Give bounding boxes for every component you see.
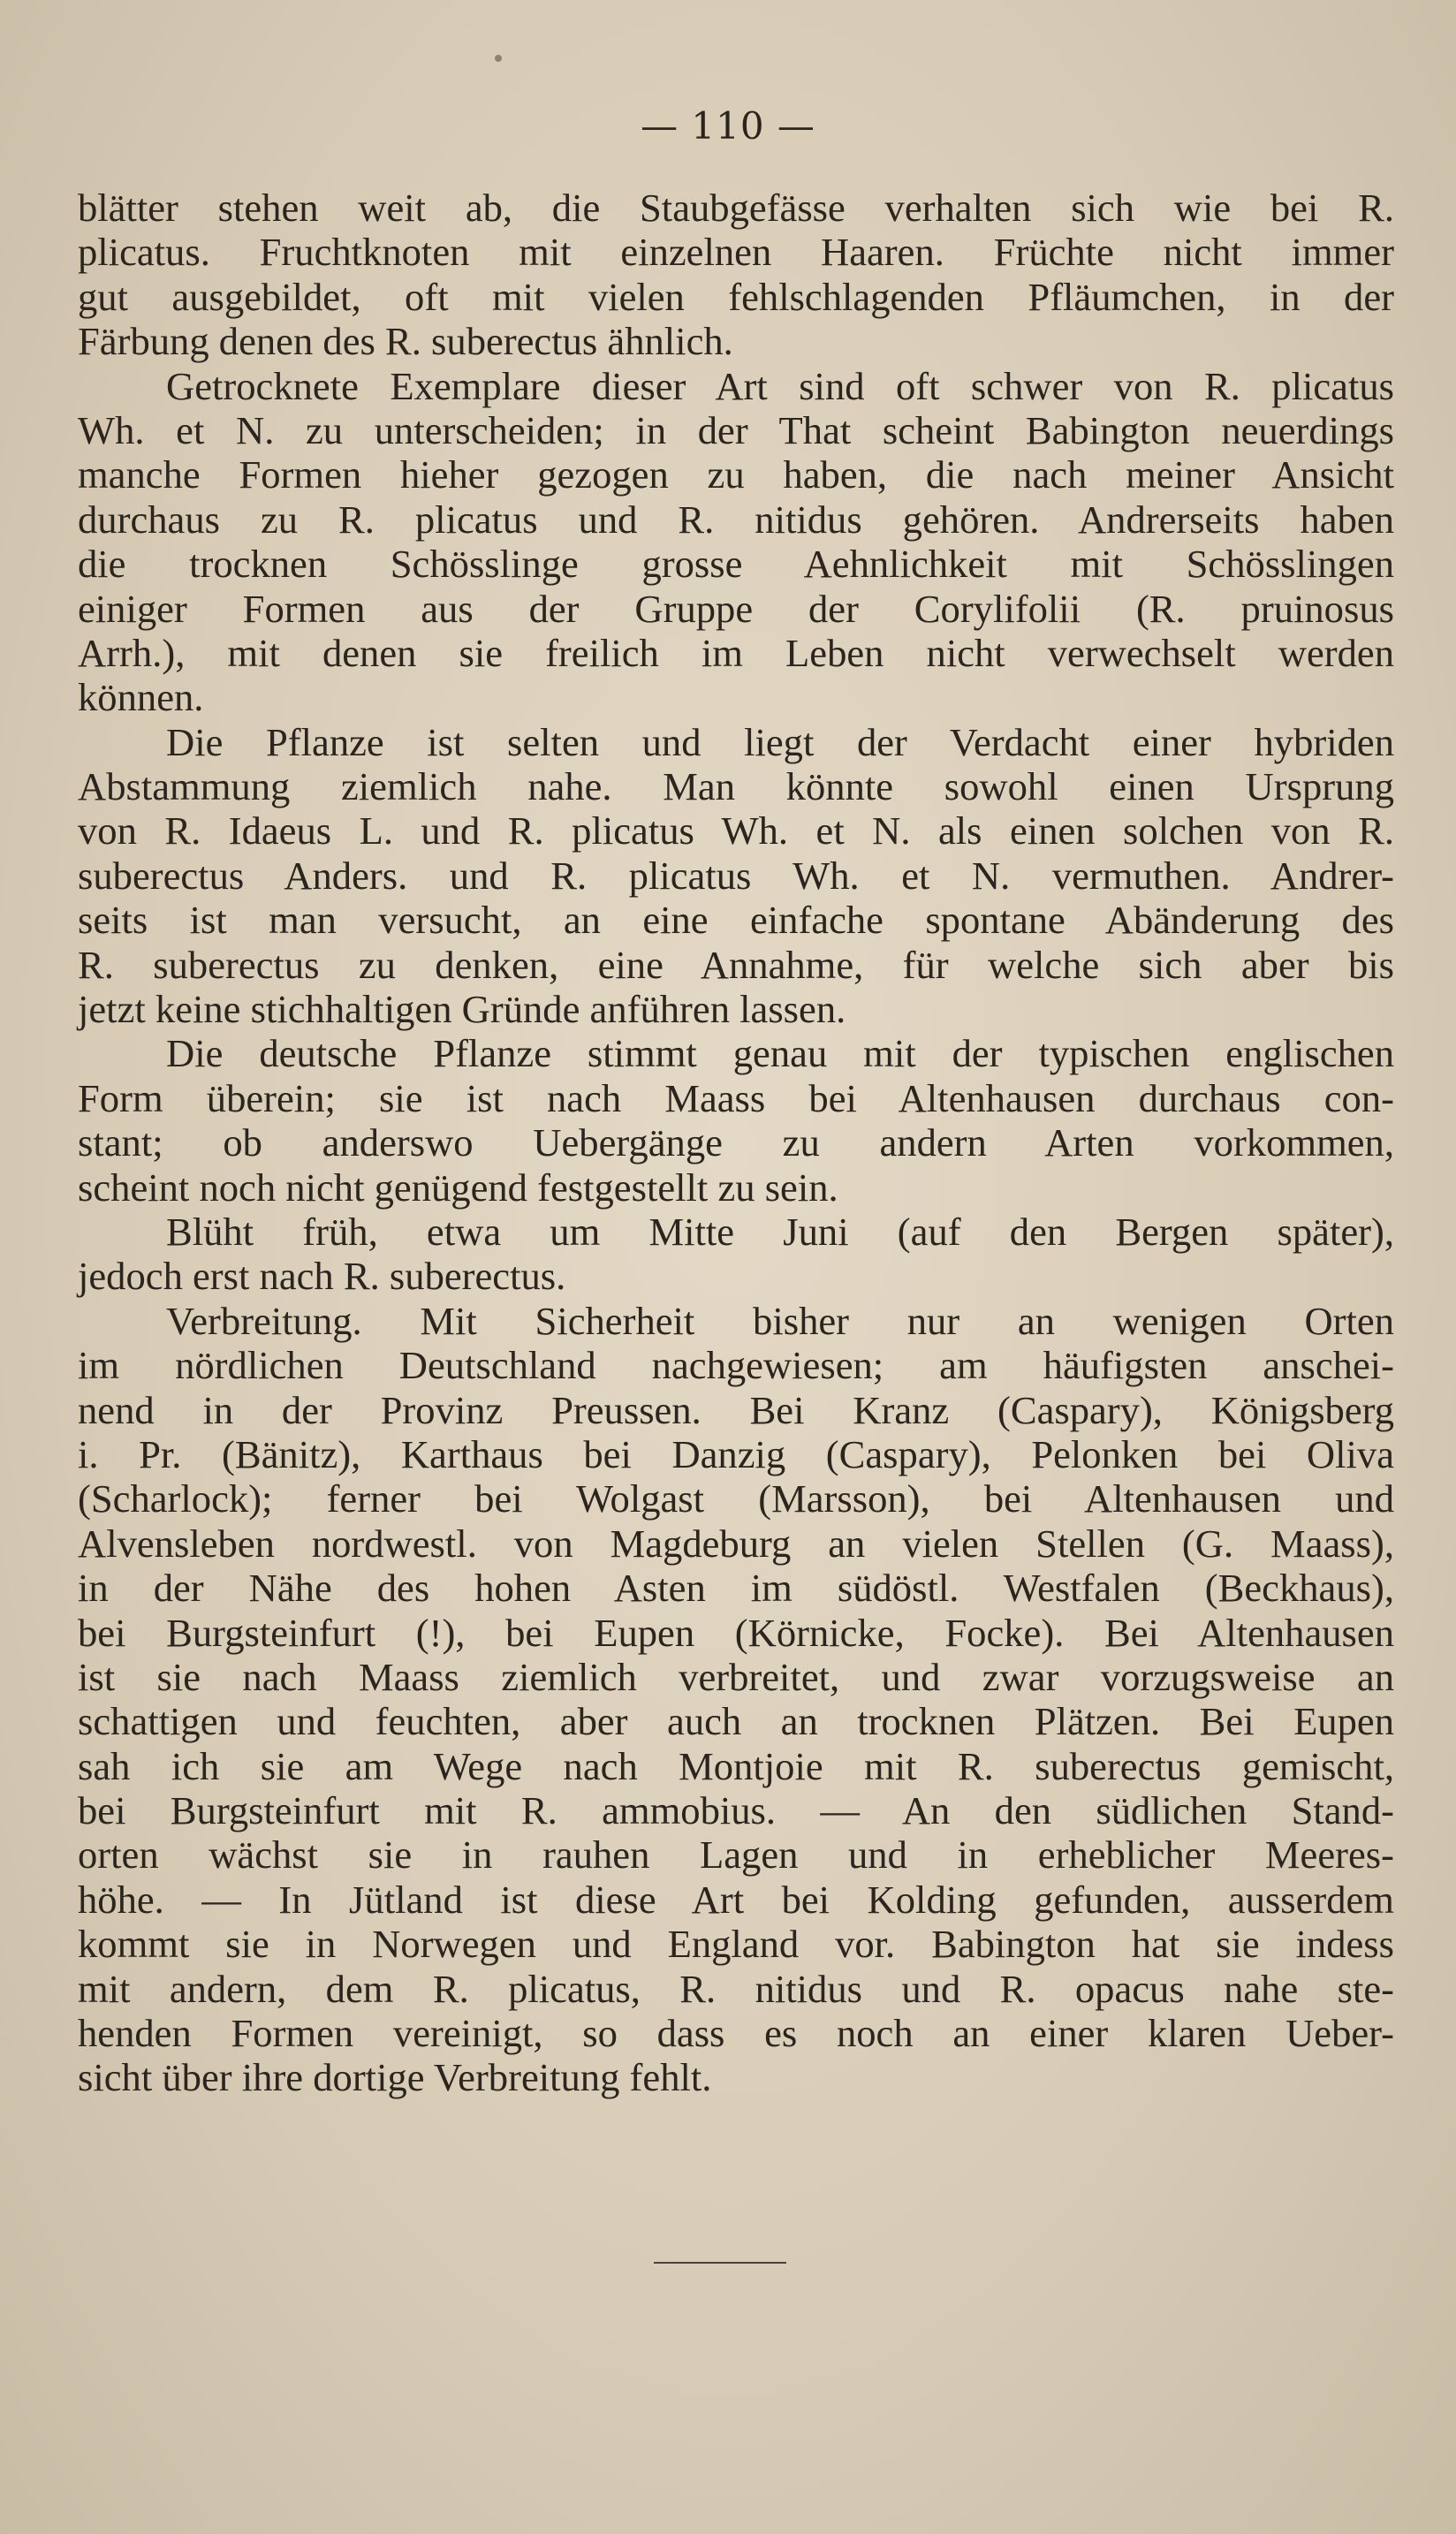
text-line: ist sie nach Maass ziemlich verbreitet, und zwar vorzugsweise an <box>78 1654 1394 1699</box>
text-line: sah ich sie am Wege nach Montjoie mit R. suberectus gemischt, <box>78 1743 1394 1788</box>
text-line: die trocknen Schösslinge grosse Aehnlichkeit mit Schösslingen <box>78 542 1394 587</box>
text-line: manche Formen hieher gezogen zu haben, die nach meiner Ansicht <box>78 452 1394 497</box>
text-line: in der Nähe des hohen Asten im südöstl. Westfalen (Beckhaus), <box>78 1566 1394 1611</box>
text-line: kommt sie in Norwegen und England vor. Babington hat sie indess <box>78 1922 1394 1967</box>
text-line: mit andern, dem R. plicatus, R. nitidus und R. opacus nahe ste- <box>78 1966 1394 2011</box>
end-rule <box>654 2262 786 2264</box>
text-line: Wh. et N. zu unterscheiden; in der That scheint Babington neuerdings <box>78 407 1394 452</box>
text-line: können. <box>78 675 204 720</box>
text-line: blätter stehen weit ab, die Staubgefässe verhalten sich wie bei R. <box>78 186 1394 230</box>
text-line: stant; ob anderswo Uebergänge zu andern Arten vorkommen, <box>78 1120 1394 1165</box>
text-line: i. Pr. (Bänitz), Karthaus bei Danzig (Caspary), Pelonken bei Oliva <box>78 1431 1394 1476</box>
body-text <box>78 186 1394 2100</box>
text-line: Alvensleben nordwestl. von Magdeburg an vielen Stellen (G. Maass), <box>78 1521 1394 1566</box>
text-line: gut ausgebildet, oft mit vielen fehlschlagenden Pfläumchen, in der <box>78 274 1394 319</box>
text-line: henden Formen vereinigt, so dass es noch an einer klaren Ueber- <box>78 2011 1394 2056</box>
text-line: Arrh.), mit denen sie freilich im Leben nicht verwechselt werden <box>78 630 1394 675</box>
text-line: nend in der Provinz Preussen. Bei Kranz (Caspary), Königsberg <box>78 1387 1394 1432</box>
text-line: Abstammung ziemlich nahe. Man könnte sowohl einen Ursprung <box>78 764 1394 809</box>
text-line: scheint noch nicht genügend festgestellt zu sein. <box>78 1165 838 1210</box>
text-line: (Scharlock); ferner bei Wolgast (Marsson), bei Altenhausen und <box>78 1476 1394 1521</box>
text-line: jedoch erst nach R. suberectus. <box>78 1254 566 1299</box>
text-line: seits ist man versucht, an eine einfache spontane Abänderung des <box>78 898 1394 943</box>
page-number: — 110 — <box>641 104 815 148</box>
text-line: Getrocknete Exemplare dieser Art sind oft schwer von R. plicatus <box>166 363 1394 408</box>
text-line: plicatus. Fruchtknoten mit einzelnen Haaren. Früchte nicht immer <box>78 230 1394 275</box>
text-line: schattigen und feuchten, aber auch an trocknen Plätzen. Bei Eupen <box>78 1699 1394 1744</box>
text-line: Blüht früh, etwa um Mitte Juni (auf den Bergen später), <box>166 1209 1394 1254</box>
text-line: jetzt keine stichhaltigen Gründe anführen lassen. <box>78 987 846 1032</box>
text-line: bei Burgsteinfurt mit R. ammobius. — An den südlichen Stand- <box>78 1788 1394 1833</box>
text-line: Verbreitung. Mit Sicherheit bisher nur an wenigen Orten <box>166 1298 1394 1343</box>
text-line: durchaus zu R. plicatus und R. nitidus gehören. Andrerseits haben <box>78 497 1394 542</box>
text-line: Form überein; sie ist nach Maass bei Altenhausen durchaus con- <box>78 1075 1394 1120</box>
text-line: Färbung denen des R. suberectus ähnlich. <box>78 319 733 364</box>
text-line: suberectus Anders. und R. plicatus Wh. et N. vermuthen. Andrer- <box>78 853 1394 898</box>
text-line: orten wächst sie in rauhen Lagen und in erheblicher Meeres- <box>78 1832 1394 1878</box>
text-line: Die Pflanze ist selten und liegt der Verdacht einer hybriden <box>166 719 1394 764</box>
text-line: sicht über ihre dortige Verbreitung fehlt. <box>78 2055 712 2100</box>
text-line: R. suberectus zu denken, eine Annahme, für welche sich aber bis <box>78 942 1394 987</box>
text-line: höhe. — In Jütland ist diese Art bei Kolding gefunden, ausserdem <box>78 1877 1394 1922</box>
text-line: im nördlichen Deutschland nachgewiesen; am häufigsten anschei- <box>78 1343 1394 1388</box>
text-line: bei Burgsteinfurt (!), bei Eupen (Körnicke, Focke). Bei Altenhausen <box>78 1610 1394 1655</box>
text-line: einiger Formen aus der Gruppe der Corylifolii (R. pruinosus <box>78 586 1394 631</box>
ink-speck <box>495 55 502 62</box>
text-line: von R. Idaeus L. und R. plicatus Wh. et N. als einen solchen von R. <box>78 808 1394 854</box>
text-line: Die deutsche Pflanze stimmt genau mit der typischen englischen <box>166 1031 1394 1076</box>
